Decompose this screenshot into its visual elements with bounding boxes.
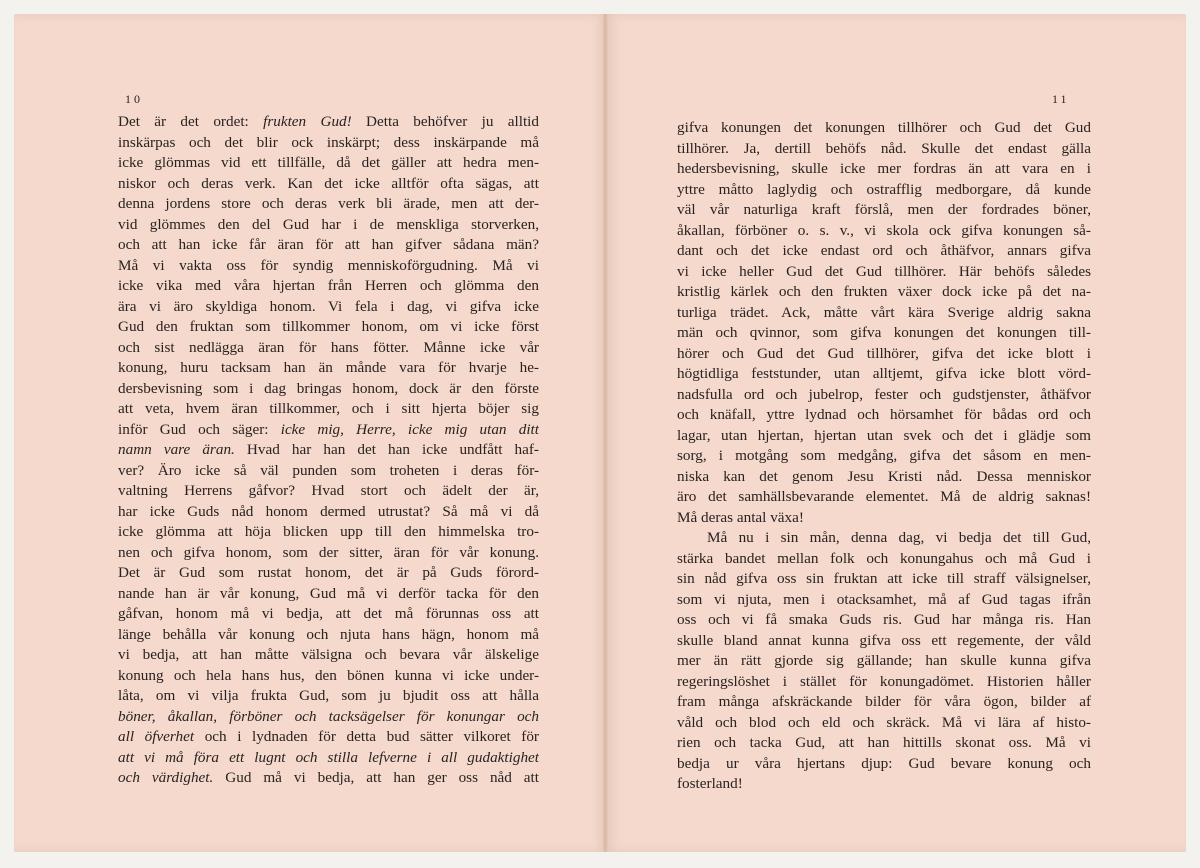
text-line (677, 364, 1091, 385)
text-run: att veta, hvem äran tillkommer, och i sitt hjerta böjer sig (118, 400, 539, 417)
text-run: konung, huru tacksam han än månde vara för hvarje he- (118, 359, 539, 376)
text-run: vi icke heller Gud det Gud tillhörer. Här behöfs således (677, 262, 1091, 280)
text-run: våld och blod och eld och skräck. Må vi lära af histo- (677, 713, 1091, 731)
text-run: oss och vi få smaka Guds ris. Gud har många ris. Han (677, 611, 1091, 628)
text-line (677, 733, 1091, 754)
text-line (118, 194, 539, 215)
text-run: turliga trädet. Ack, måtte vårt kära Sverige aldrig sakna (677, 303, 1091, 321)
book-gutter (603, 14, 608, 852)
text-line (677, 405, 1091, 426)
text-line (677, 241, 1091, 262)
text-run: Må vi vakta oss för syndig menniskoförgudning. Må vi (118, 256, 539, 274)
text-line (118, 502, 539, 523)
text-run: Gud må vi bedja, att han ger oss nåd att (213, 769, 539, 786)
text-line (118, 174, 539, 195)
text-line (677, 344, 1091, 365)
text-line (677, 446, 1091, 467)
text-run: tillhörer. Ja, dertill behöfs nåd. Skulle det endast gälla (677, 139, 1091, 157)
text-run: nadsfulla ord och jubelrop, fester och gudstjenster, åthäfvor (677, 385, 1091, 403)
text-run: lagar, utan hjertan, hjertan utan svek och det i glädje som (677, 426, 1091, 444)
text-run: Detta behöfver ju alltid (351, 113, 539, 130)
text-run: högtidliga feststunder, utan alltjemt, gifva icke blott vörd- (677, 365, 1091, 382)
right-page-body (677, 118, 1091, 795)
text-run: och sist nedlägga äran för hans fötter. Månne icke vår (118, 338, 539, 356)
text-line (677, 118, 1091, 139)
text-line (677, 774, 1091, 795)
text-run: sin nåd gifva oss sin fruktan att icke till straff välsignelser, (677, 570, 1091, 587)
text-run: dersbevisning som i dag bringas honom, dock är den förste (118, 379, 539, 397)
italic-text-run: och värdighet. (118, 769, 214, 786)
text-run: åkallan, förböner o. s. v., vi skola ock gifva konungen så- (677, 221, 1091, 239)
text-run: dant och det icke endast ord och åthäfvor, annars gifva (677, 242, 1091, 259)
text-run: mer än rätt gjorde sig gällande; han skulle kunna gifva (677, 652, 1091, 669)
italic-text-run: namn vare äran. (118, 441, 235, 458)
text-line (677, 323, 1091, 344)
text-line (677, 221, 1091, 242)
text-run: niskor och deras verk. Kan det icke alltför ofta sägas, att (118, 174, 539, 192)
page-number-left: 10 (125, 92, 143, 106)
text-line (118, 707, 539, 728)
text-line (118, 584, 539, 605)
italic-text-run: icke mig, Herre, icke mig utan ditt (280, 420, 539, 438)
text-run: har icke Guds nåd honom dermed utrustat? Så må vi då (118, 502, 539, 520)
text-run: ver? Äro icke så väl punden som troheten i deras för- (118, 461, 539, 479)
text-line (118, 235, 539, 256)
text-run: Det är Gud som rustat honom, det är på Guds förord- (118, 564, 539, 581)
text-run: fram många afskräckande bilder för våra ögon, bilder af (677, 693, 1091, 710)
text-line (118, 338, 539, 359)
text-line (118, 686, 539, 707)
text-run: icke vika med våra hjertan från Herren och glömma den (118, 277, 539, 294)
text-run: nen och gifva honom, som der sitter, äran för vår konung. (118, 543, 539, 561)
text-line (118, 276, 539, 297)
text-run: och att han icke får äran för att han gifver sådana män? (118, 236, 539, 253)
text-run: skulle bland annat kunna gifva oss ett regemente, der våld (677, 631, 1091, 649)
text-run: yttre måtto laglydig och ostrafflig medborgare, då kunde (677, 180, 1091, 198)
text-line (118, 625, 539, 646)
text-line (677, 303, 1091, 324)
text-line (118, 399, 539, 420)
text-line (118, 297, 539, 318)
text-line (118, 256, 539, 277)
text-run: vid glömmes den del Gud har i de menskliga storverken, (118, 215, 539, 233)
text-run: låta, om vi vilja frukta Gud, som ju bjudit oss att hålla (118, 687, 539, 704)
text-line (118, 133, 539, 154)
text-line (677, 262, 1091, 283)
text-line (118, 543, 539, 564)
text-line (118, 604, 539, 625)
text-line (118, 768, 539, 789)
text-line (118, 666, 539, 687)
text-line (677, 631, 1091, 652)
text-line (118, 379, 539, 400)
text-line (677, 467, 1091, 488)
text-run: regeringslöshet i stället för konungadömet. Historien håller (677, 672, 1091, 690)
text-run: icke glömma att höja blicken upp till den himmelska tro- (118, 523, 539, 540)
text-line (677, 692, 1091, 713)
text-run: Det är det ordet: (118, 113, 264, 130)
text-run: niska kan det genom Jesu Kristi nåd. Dessa menniskor (677, 467, 1091, 485)
text-line (677, 610, 1091, 631)
text-run: fosterland! (677, 775, 743, 792)
text-run: sorg, i motgång som medgång, gifva det såsom en men- (677, 447, 1091, 464)
text-run: denna jordens store och deras verk bli ärade, men att der- (118, 195, 539, 212)
text-run: och knäfall, yttre lydnad och hörsamhet för bådas ord och (677, 406, 1091, 423)
text-line (677, 672, 1091, 693)
text-line (677, 549, 1091, 570)
page-number-right: 11 (1052, 92, 1070, 106)
text-line (118, 215, 539, 236)
text-line (118, 153, 539, 174)
text-line (677, 651, 1091, 672)
text-line (118, 645, 539, 666)
text-run: män och qvinnor, som gifva konungen det konungen till- (677, 324, 1091, 341)
text-run: gifva konungen det konungen tillhörer och Gud det Gud (677, 119, 1091, 136)
text-line (677, 139, 1091, 160)
text-run: konung och hela hans hus, den bönen kunna vi icke under- (118, 666, 539, 684)
text-line (118, 748, 539, 769)
text-run: väl vår naturliga kraft förslå, men der fordrades böner, (677, 201, 1091, 218)
text-run: äro det samhällsbevarande elementet. Må de aldrig saknas! (677, 488, 1091, 505)
text-line (118, 563, 539, 584)
text-line (677, 385, 1091, 406)
text-run: nande han är vår konung, Gud må vi derför tacka för den (118, 584, 539, 602)
text-line (677, 159, 1091, 180)
text-run: Hvad har han det han icke undfått haf- (234, 441, 539, 458)
text-run: inför Gud och säger: (118, 420, 281, 438)
text-line (677, 282, 1091, 303)
text-run: ära vi äro skyldiga honom. Vi fela i dag, vi gifva icke (118, 297, 539, 315)
text-line (118, 461, 539, 482)
text-run: rien och tacka Gud, att han hittills skonat oss. Må vi (677, 734, 1091, 751)
text-run: Gud den fruktan som tillkommer honom, om vi icke först (118, 318, 539, 335)
text-run: kristlig kärlek och den frukten växer dock icke på det na- (677, 283, 1091, 300)
text-line (677, 569, 1091, 590)
text-run: valtning Herrens gåfvor? Hvad stort och ädelt der är, (118, 482, 539, 499)
text-line (677, 487, 1091, 508)
italic-text-run: böner, åkallan, förböner och tacksägelser för konungar och (118, 707, 539, 725)
text-line (677, 200, 1091, 221)
text-line (677, 713, 1091, 734)
text-line (677, 528, 1091, 549)
text-run: icke glömmas vid ett tillfälle, då det gäller att hedra men- (118, 154, 539, 171)
text-run: gåfvan, honom må vi bedja, att det må förunnas oss att (118, 605, 539, 622)
text-line (677, 590, 1091, 611)
text-run: hörer och Gud det Gud tillhörer, gifva det icke blott i (677, 344, 1091, 362)
text-run: Må deras antal växa! (677, 508, 804, 526)
text-line (118, 317, 539, 338)
text-run: hedersbevisning, skulle icke mer fordras än att vara en i (677, 160, 1091, 177)
italic-text-run: all öfverhet (118, 728, 195, 745)
text-line (118, 522, 539, 543)
text-run: som vi njuta, men i otacksamhet, må af Gud tagas ifrån (677, 590, 1091, 608)
text-line (118, 481, 539, 502)
text-run: Må nu i sin mån, denna dag, vi bedja det till Gud, (707, 529, 1091, 546)
text-line (118, 440, 539, 461)
text-run: och i lydnaden för detta bud sätter vilkoret för (194, 728, 539, 745)
left-page-body (118, 112, 539, 789)
text-line (118, 112, 539, 133)
text-line (677, 180, 1091, 201)
text-line (677, 508, 1091, 529)
italic-text-run: frukten Gud! (263, 113, 352, 130)
text-run: inskärpas och det blir ock inskärpt; dess inskärpande må (118, 133, 539, 151)
text-line (118, 727, 539, 748)
text-run: stärka bandet mellan folk och konungahus och må Gud i (677, 549, 1091, 567)
text-line (677, 426, 1091, 447)
text-line (118, 358, 539, 379)
text-line (677, 754, 1091, 775)
text-line (118, 420, 539, 441)
text-run: länge behålla vår konung och njuta hans hägn, honom må (118, 625, 539, 643)
italic-text-run: att vi må föra ett lugnt och stilla lefverne i all gudaktighet (118, 748, 539, 766)
text-run: bedja ur våra hjertans djup: Gud bevare konung och (677, 754, 1091, 772)
text-run: vi bedja, att han måtte välsigna och bevara vår älskelige (118, 646, 539, 663)
